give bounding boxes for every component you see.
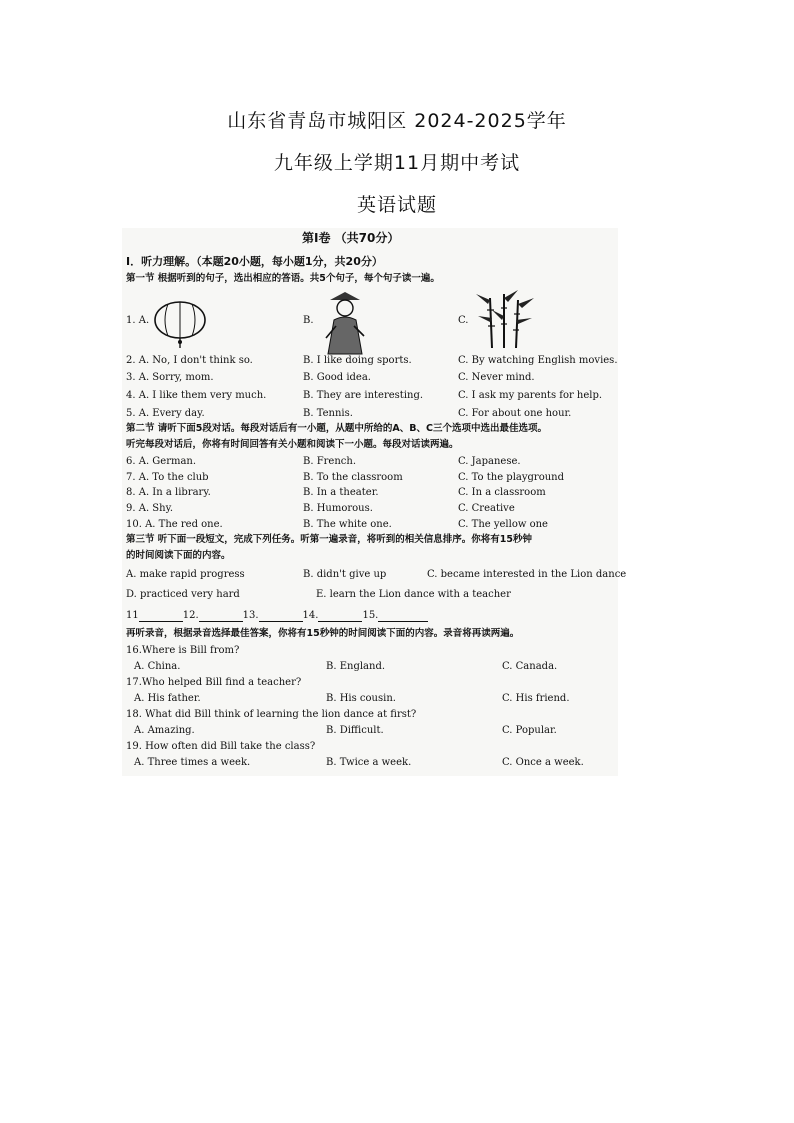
q18-option-c: C. Popular. <box>502 725 557 736</box>
exam-title-line1: 山东省青岛市城阳区 2024-2025学年 <box>227 110 567 132</box>
q1-option-c-label: C. <box>458 315 469 326</box>
answer-blank-15[interactable] <box>378 611 428 622</box>
lantern-icon <box>152 298 208 350</box>
q4-option-a: 4. A. I like them very much. <box>126 390 267 401</box>
bamboo-icon <box>474 290 536 350</box>
q18-stem: 18. What did Bill think of learning the lion dance at first? <box>126 709 417 720</box>
q6-option-c: C. Japanese. <box>458 456 521 467</box>
q7-option-a: 7. A. To the club <box>126 472 209 483</box>
q3-option-b: B. Good idea. <box>303 372 371 383</box>
q8-option-b: B. In a theater. <box>303 487 379 498</box>
blank-label-14: 14. <box>302 610 319 621</box>
q4-option-c: C. I ask my parents for help. <box>458 390 603 401</box>
q17-stem: 17.Who helped Bill find a teacher? <box>126 677 302 688</box>
exam-sheet <box>122 228 627 776</box>
exam-title-line2: 九年级上学期11月期中考试 <box>273 152 521 174</box>
order-option-e: E. learn the Lion dance with a teacher <box>316 589 511 600</box>
answer-blank-11[interactable] <box>139 611 183 622</box>
q16-option-b: B. England. <box>326 661 386 672</box>
blank-label-12: 12. <box>182 610 199 621</box>
q2-option-c: C. By watching English movies. <box>458 355 618 366</box>
q10-option-b: B. The white one. <box>303 519 392 530</box>
q5-option-c: C. For about one hour. <box>458 408 572 419</box>
q8-option-a: 8. A. In a library. <box>126 487 211 498</box>
q16-option-c: C. Canada. <box>502 661 558 672</box>
q5-option-a: 5. A. Every day. <box>126 408 205 419</box>
q9-option-a: 9. A. Shy. <box>126 503 174 514</box>
exam-title-subject: 英语试题 <box>356 194 437 216</box>
q3-option-c: C. Never mind. <box>458 372 535 383</box>
q2-option-a: 2. A. No, I don't think so. <box>126 355 253 366</box>
q19-option-a: A. Three times a week. <box>134 757 251 768</box>
part1-heading: Ⅰ．听力理解。（本题20小题，每小题1分，共20分） <box>126 255 383 268</box>
q5-option-b: B. Tennis. <box>303 408 353 419</box>
answer-blanks-row <box>126 609 428 622</box>
section2-instruction-2: 听完每段对话后，你将有时间回答有关小题和阅读下一小题。每段对话读两遍。 <box>126 439 459 450</box>
section2-instruction-1: 第二节 请听下面5段对话。每段对话后有一小题，从题中所给的A、B、C三个选项中选出最佳选项。 <box>126 423 547 434</box>
q16-stem: 16.Where is Bill from? <box>126 645 240 656</box>
section1-instruction: 第一节 根据听到的句子，选出相应的答语。共5个句子，每个句子读一遍。 <box>126 273 440 284</box>
order-option-c: C. became interested in the Lion dance <box>427 569 627 580</box>
q1-option-a-label: 1. A. <box>126 315 150 326</box>
q17-option-c: C. His friend. <box>502 693 570 704</box>
q17-option-b: B. His cousin. <box>326 693 396 704</box>
q18-option-a: A. Amazing. <box>134 725 195 736</box>
blank-label-15: 15. <box>362 610 379 621</box>
q6-option-a: 6. A. German. <box>126 456 197 467</box>
answer-blank-13[interactable] <box>259 611 303 622</box>
q6-option-b: B. French. <box>303 456 357 467</box>
q3-option-a: 3. A. Sorry, mom. <box>126 372 214 383</box>
section3-instruction-2: 的时间阅读下面的内容。 <box>126 550 231 561</box>
volume-heading: 第Ⅰ卷 （共70分） <box>302 231 400 245</box>
q16-option-a: A. China. <box>134 661 181 672</box>
q2-option-b: B. I like doing sports. <box>303 355 412 366</box>
blank-label-13: 13. <box>242 610 259 621</box>
answer-blank-12[interactable] <box>199 611 243 622</box>
q1-option-b-label: B. <box>303 315 314 326</box>
q8-option-c: C. In a classroom <box>458 487 546 498</box>
q9-option-c: C. Creative <box>458 503 515 514</box>
blank-label-11: 11 <box>126 610 139 621</box>
costumed-figure-icon <box>322 290 368 358</box>
q19-option-b: B. Twice a week. <box>326 757 412 768</box>
q10-option-a: 10. A. The red one. <box>126 519 223 530</box>
q7-option-c: C. To the playground <box>458 472 564 483</box>
q9-option-b: B. Humorous. <box>303 503 373 514</box>
section3-instruction-3: 再听录音，根据录音选择最佳答案，你将有15秒钟的时间阅读下面的内容。录音将再读两遍。 <box>126 628 520 639</box>
section3-instruction-1: 第三节 听下面一段短文，完成下列任务。听第一遍录音，将听到的相关信息排序。你将有15秒钟 <box>126 534 533 545</box>
order-option-d: D. practiced very hard <box>126 589 240 600</box>
q19-option-c: C. Once a week. <box>502 757 584 768</box>
q19-stem: 19. How often did Bill take the class? <box>126 741 316 752</box>
q7-option-b: B. To the classroom <box>303 472 403 483</box>
q17-option-a: A. His father. <box>134 693 201 704</box>
order-option-a: A. make rapid progress <box>126 569 245 580</box>
q18-option-b: B. Difficult. <box>326 725 384 736</box>
order-option-b: B. didn't give up <box>303 569 387 580</box>
q4-option-b: B. They are interesting. <box>303 390 424 401</box>
q10-option-c: C. The yellow one <box>458 519 548 530</box>
answer-blank-14[interactable] <box>318 611 362 622</box>
